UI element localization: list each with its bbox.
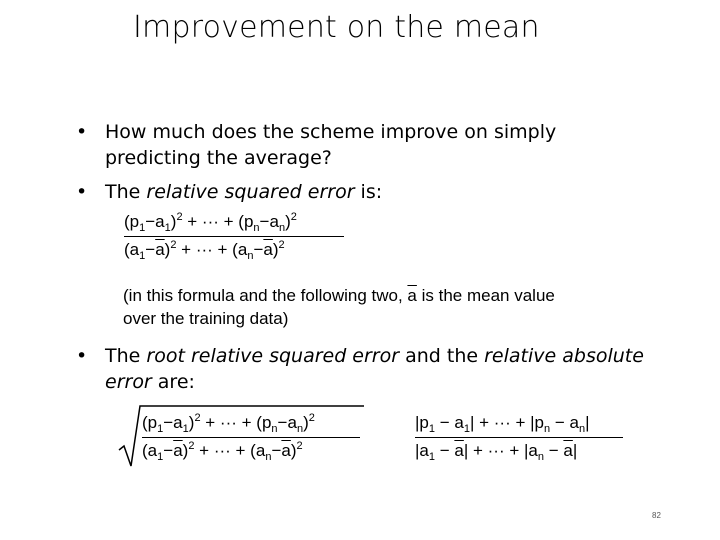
- fraction-bar: [142, 437, 360, 438]
- bullet-text: The relative squared error is:: [105, 181, 383, 203]
- formula-denominator: $(a_1-\overline{a})^2$ + ··· + $(a_n-\overline{a})^2$: [142, 440, 303, 463]
- formula-note: (in this formula and the following two, $\overline{a}$ is the mean value over the training data): [123, 286, 555, 328]
- bullet-dot: •: [76, 121, 88, 143]
- formula-denominator: $(a_1-\overline{a})^2$ + ··· + $(a_n-\overline{a})^2$: [124, 239, 285, 262]
- formula-numerator: $|p_1 - a_1|$ + ··· + $|p_n - a_n|$: [415, 413, 590, 435]
- formula-denominator: $|a_1 - \overline{a}|$ + ··· + $|a_n - \overline{a}|$: [415, 441, 578, 463]
- formula-numerator: $(p_1-a_1)^2$ + ··· + $(p_n-a_n)^2$: [142, 412, 315, 435]
- slide-title: Improvement on the mean: [133, 10, 540, 45]
- bullet-text: How much does the scheme improve on simply predicting the average?: [105, 121, 557, 169]
- bullet-dot: •: [76, 181, 88, 203]
- bullet-text: The root relative squared error and the relative absolute error are:: [105, 345, 644, 393]
- page-number: 82: [652, 511, 661, 520]
- formula-numerator: $(p_1-a_1)^2$ + ··· + $(p_n-a_n)^2$: [124, 211, 297, 234]
- fraction-bar: [415, 437, 623, 438]
- fraction-bar: [124, 236, 344, 237]
- bullet-dot: •: [76, 345, 88, 367]
